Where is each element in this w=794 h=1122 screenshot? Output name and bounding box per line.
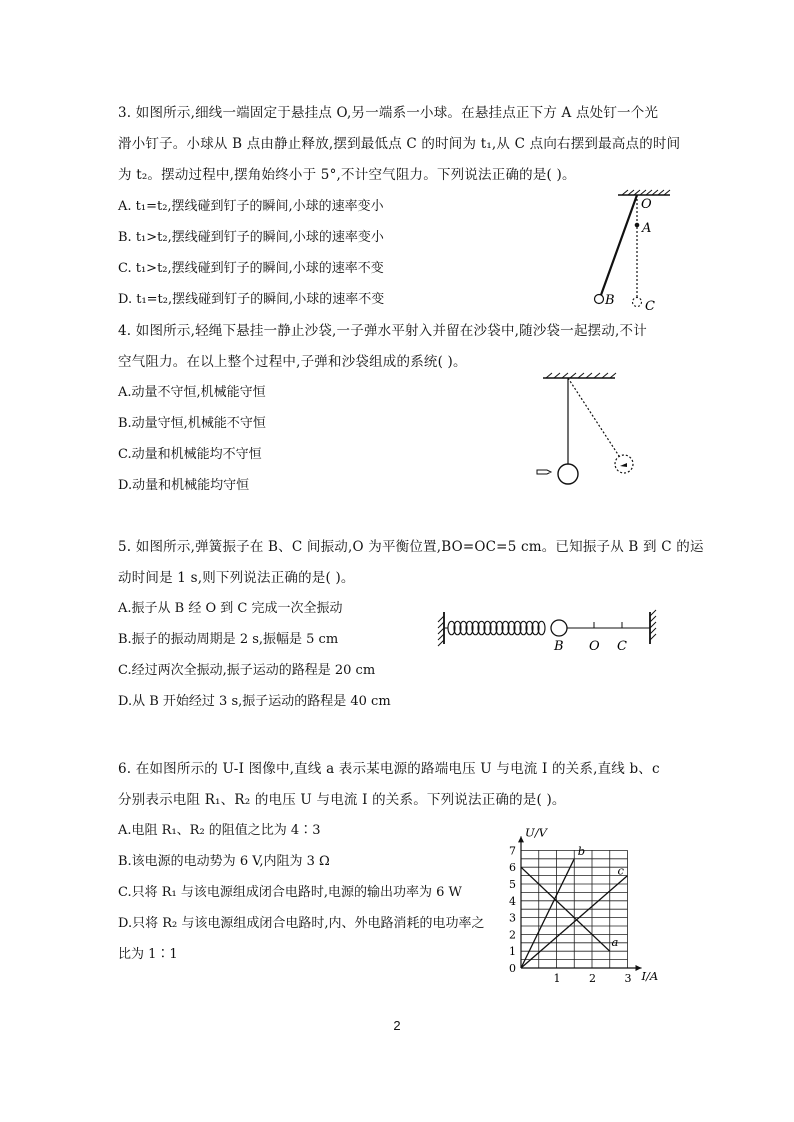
q5-option-b: B.振子的振动周期是 2 s,振幅是 5 cm: [118, 632, 339, 647]
q4-option-c: C.动量和机械能均不守恒: [118, 447, 262, 462]
q5-spring-oscillator-figure: [434, 608, 664, 658]
sandbag: [558, 464, 578, 484]
q3-option-a: A. t₁=t₂,摆线碰到钉子的瞬间,小球的速率变小: [118, 199, 384, 214]
y-tick-label: 0: [509, 962, 516, 975]
q4-option-b: B.动量守恒,机械能不守恒: [118, 416, 266, 431]
y-tick-label: 4: [509, 894, 516, 908]
q3-pendulum-figure: [590, 190, 680, 315]
q5-option-c: C.经过两次全振动,振子运动的路程是 20 cm: [118, 663, 376, 678]
q3-option-c: C. t₁>t₂,摆线碰到钉子的瞬间,小球的速率不变: [118, 261, 384, 276]
q3-line-3: 为 t₂。摆动过程中,摆角始终小于 5°,不计空气阻力。下列说法正确的是( )。: [118, 167, 576, 183]
label-o: O: [641, 197, 652, 212]
q5-option-d: D.从 B 开始经过 3 s,振子运动的路程是 40 cm: [118, 694, 391, 709]
oscillator-ball: [551, 620, 567, 636]
q6-line-1: 6. 在如图所示的 U-I 图像中,直线 a 表示某电源的路端电压 U 与电流 I 的关系,直线 b、c: [118, 761, 660, 777]
q3-line-1: 3. 如图所示,细线一端固定于悬挂点 O,另一端系一小球。在悬挂点正下方 A 点处钉一个光: [118, 105, 659, 121]
page-number: 2: [393, 1018, 401, 1033]
y-tick-label: 5: [509, 878, 516, 891]
bullet: [537, 470, 551, 474]
series-label-a: a: [611, 934, 619, 949]
q4-option-d: D.动量和机械能均守恒: [118, 478, 250, 493]
spring: [444, 621, 545, 635]
q6-option-b: B.该电源的电动势为 6 V,内阻为 3 Ω: [118, 854, 330, 869]
y-axis-label: U/V: [525, 825, 547, 840]
label-b: B: [554, 639, 564, 654]
ball-b: [595, 295, 604, 304]
q5-line-2: 动时间是 1 s,则下列说法正确的是( )。: [118, 570, 355, 586]
y-tick-label: 2: [509, 928, 516, 942]
q4-line-2: 空气阻力。在以上整个过程中,子弹和沙袋组成的系统( )。: [118, 354, 467, 370]
y-tick-label: 3: [509, 911, 516, 925]
q6-option-d-cont: 比为 1∶1: [118, 947, 178, 962]
q6-option-d: D.只将 R₂ 与该电源组成闭合电路时,内、外电路消耗的电功率之: [118, 916, 485, 931]
series-label-b: b: [577, 844, 586, 859]
q4-line-1: 4. 如图所示,轻绳下悬挂一静止沙袋,一子弹水平射入并留在沙袋中,随沙袋一起摆动,不计: [118, 323, 647, 339]
string-to-b: [601, 195, 637, 295]
y-tick-label: 7: [509, 844, 516, 858]
q5-line-1: 5. 如图所示,弹簧振子在 B、C 间振动,O 为平衡位置,BO=OC=5 cm。已知振子从 B 到 C 的运: [118, 539, 704, 555]
series-label-c: c: [617, 863, 625, 878]
x-tick-label: 2: [589, 972, 596, 985]
q3-line-2: 滑小钉子。小球从 B 点由静止释放,摆到最低点 C 的时间为 t₁,从 C 点向右摆到最高点的时间: [118, 136, 681, 152]
q6-option-c: C.只将 R₁ 与该电源组成闭合电路时,电源的输出功率为 6 W: [118, 885, 462, 900]
q6-option-a: A.电阻 R₁、R₂ 的阻值之比为 4∶3: [118, 823, 321, 838]
q6-line-2: 分别表示电阻 R₁、R₂ 的电压 U 与电流 I 的关系。下列说法正确的是( )。: [118, 792, 566, 808]
q3-option-d: D. t₁=t₂,摆线碰到钉子的瞬间,小球的速率不变: [118, 292, 385, 307]
x-tick-label: 3: [624, 972, 632, 985]
y-axis-arrow: [518, 836, 524, 842]
sandbag-swung-dotted: [615, 455, 633, 473]
rope-swung-dotted: [568, 378, 619, 456]
label-o: O: [589, 639, 600, 654]
label-a: A: [642, 221, 652, 236]
x-axis-label: I/A: [641, 969, 659, 983]
ball-c-dotted: [633, 298, 642, 307]
q4-option-a: A.动量不守恒,机械能守恒: [118, 385, 266, 400]
y-tick-label: 6: [509, 861, 516, 875]
label-c: C: [617, 639, 627, 654]
label-c: C: [645, 299, 655, 314]
peg-a: [635, 223, 640, 228]
label-b: B: [605, 293, 615, 308]
q3-option-b: B. t₁>t₂,摆线碰到钉子的瞬间,小球的速率变小: [118, 230, 384, 245]
q6-u-i-chart: [495, 820, 675, 990]
x-tick-label: 1: [553, 972, 561, 985]
q4-sandbag-figure: [530, 372, 650, 487]
y-tick-label: 1: [509, 945, 516, 959]
q5-option-a: A.振子从 B 经 O 到 C 完成一次全振动: [118, 601, 343, 616]
